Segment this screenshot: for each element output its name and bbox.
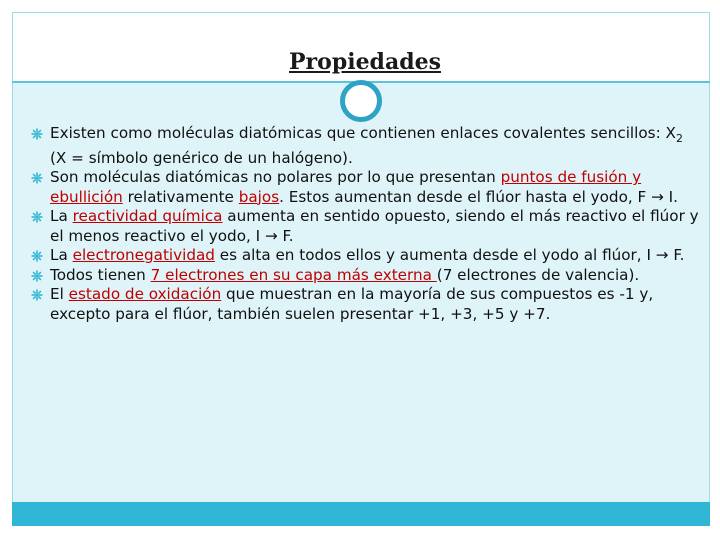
sunburst-bullet-icon <box>31 289 43 301</box>
bullet-text: aumenta en sentido opuesto, siendo el más reactivo el flúor y el menos reactivo el yodo, I → F. <box>50 207 699 245</box>
bullet-text: . Estos aumentan desde el flúor hasta el yodo, F → I. <box>279 187 678 206</box>
highlighted-term: puntos de fusión y ebullición <box>50 168 642 206</box>
bullet-text: (7 electrones de valencia). <box>436 265 640 284</box>
bullet-text: (X = símbolo genérico de un halógeno). <box>50 148 353 167</box>
bullet-item <box>50 246 700 266</box>
title-area <box>12 12 710 83</box>
bullet-text: Son moléculas diatómicas no polares por lo que presentan <box>50 168 501 187</box>
sunburst-bullet-icon <box>31 172 43 184</box>
bullet-text: Existen como moléculas diatómicas que contienen enlaces covalentes sencillos: X <box>50 124 676 142</box>
footer-bar <box>12 502 710 526</box>
bullet-item <box>50 207 700 246</box>
bullet-text: La <box>50 207 73 226</box>
sunburst-bullet-icon <box>31 270 43 282</box>
highlighted-term: estado de oxidación <box>68 285 222 304</box>
decorative-circle-icon <box>340 80 382 122</box>
bullet-item <box>50 168 700 207</box>
bullet-item <box>50 285 700 324</box>
highlighted-term: bajos <box>238 187 280 206</box>
highlighted-term: reactividad química <box>72 207 223 226</box>
highlighted-term: electronegatividad <box>72 246 215 265</box>
sunburst-bullet-icon <box>31 211 43 223</box>
bullet-text: El <box>50 285 69 304</box>
bullet-text: Todos tienen <box>50 265 151 284</box>
bullet-item <box>50 266 700 286</box>
sunburst-bullet-icon <box>31 128 43 140</box>
sunburst-bullet-icon <box>31 250 43 262</box>
bullet-text: que muestran en la mayoría de sus compuestos es -1 y, excepto para el flúor, también suelen presentar +1, +3, +5 y +7. <box>50 285 654 323</box>
slide-title: Propiedades <box>289 49 441 75</box>
highlighted-term: 7 electrones en su capa más externa <box>150 265 437 284</box>
bullet-text: La <box>50 246 73 265</box>
bullet-text: 2 <box>675 132 683 146</box>
bullet-item <box>50 124 700 168</box>
bullet-text: relativamente <box>122 187 239 206</box>
bullet-text: es alta en todos ellos y aumenta desde el yodo al flúor, I → F. <box>214 246 685 265</box>
bullet-list <box>50 124 700 324</box>
